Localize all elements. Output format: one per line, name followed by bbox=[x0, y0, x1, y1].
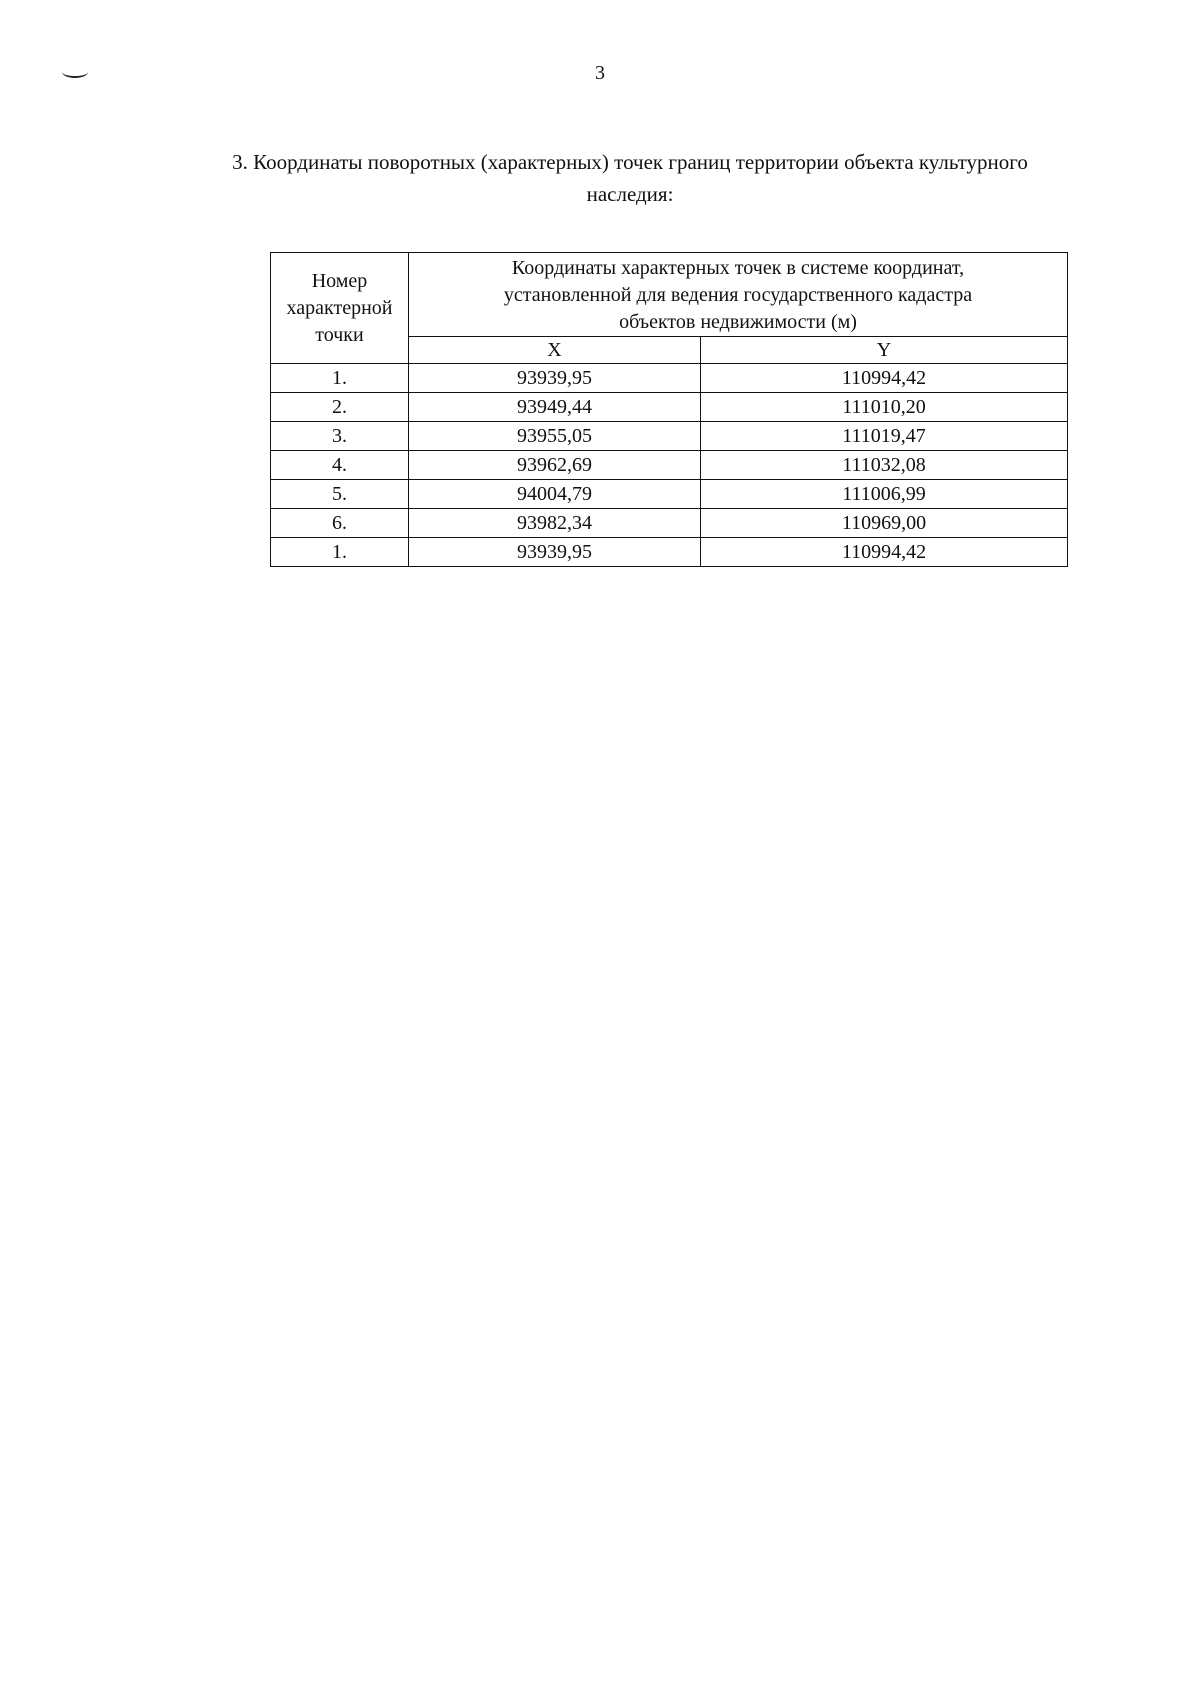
table-row bbox=[271, 509, 1068, 538]
coord-y: 111010,20 bbox=[701, 393, 1068, 422]
table-row bbox=[271, 393, 1068, 422]
coord-x: 94004,79 bbox=[409, 480, 701, 509]
header-point-number-line-1: Номер bbox=[311, 269, 368, 292]
header-coordinates-line-2: установленной для ведения государственного кадастра bbox=[503, 284, 973, 306]
header-point-number-line-3: точки bbox=[315, 323, 364, 346]
header-y: Y bbox=[701, 337, 1068, 364]
coord-y: 110994,42 bbox=[701, 538, 1068, 567]
section-heading-line-2: наследия: bbox=[586, 182, 674, 206]
table-row bbox=[271, 364, 1068, 393]
coordinates-table bbox=[270, 252, 1068, 567]
header-coordinates-line-3: объектов недвижимости (м) bbox=[619, 311, 857, 333]
coord-x: 93962,69 bbox=[409, 451, 701, 480]
table-row bbox=[271, 451, 1068, 480]
table-header-row bbox=[271, 253, 1068, 337]
coord-y: 110994,42 bbox=[701, 364, 1068, 393]
point-number: 6. bbox=[271, 509, 409, 538]
header-point-number-line-2: характерной bbox=[286, 296, 393, 319]
coord-x: 93949,44 bbox=[409, 393, 701, 422]
coord-y: 111032,08 bbox=[701, 451, 1068, 480]
table-row bbox=[271, 422, 1068, 451]
coord-y: 110969,00 bbox=[701, 509, 1068, 538]
point-number: 3. bbox=[271, 422, 409, 451]
coord-x: 93982,34 bbox=[409, 509, 701, 538]
coord-x: 93939,95 bbox=[409, 538, 701, 567]
table-row bbox=[271, 538, 1068, 567]
header-x: X bbox=[409, 337, 701, 364]
section-heading-line-1: 3. Координаты поворотных (характерных) точек границ территории объекта культурного bbox=[232, 150, 1028, 174]
coord-y: 111006,99 bbox=[701, 480, 1068, 509]
coord-y: 111019,47 bbox=[701, 422, 1068, 451]
coord-x: 93955,05 bbox=[409, 422, 701, 451]
point-number: 1. bbox=[271, 538, 409, 567]
point-number: 4. bbox=[271, 451, 409, 480]
table-row bbox=[271, 480, 1068, 509]
header-coordinates bbox=[409, 253, 1068, 337]
page-number: 3 bbox=[595, 62, 605, 84]
point-number: 2. bbox=[271, 393, 409, 422]
point-number: 5. bbox=[271, 480, 409, 509]
section-heading bbox=[150, 146, 1110, 210]
header-point-number bbox=[271, 253, 409, 364]
coord-x: 93939,95 bbox=[409, 364, 701, 393]
point-number: 1. bbox=[271, 364, 409, 393]
header-coordinates-line-1: Координаты характерных точек в системе координат, bbox=[511, 257, 965, 279]
